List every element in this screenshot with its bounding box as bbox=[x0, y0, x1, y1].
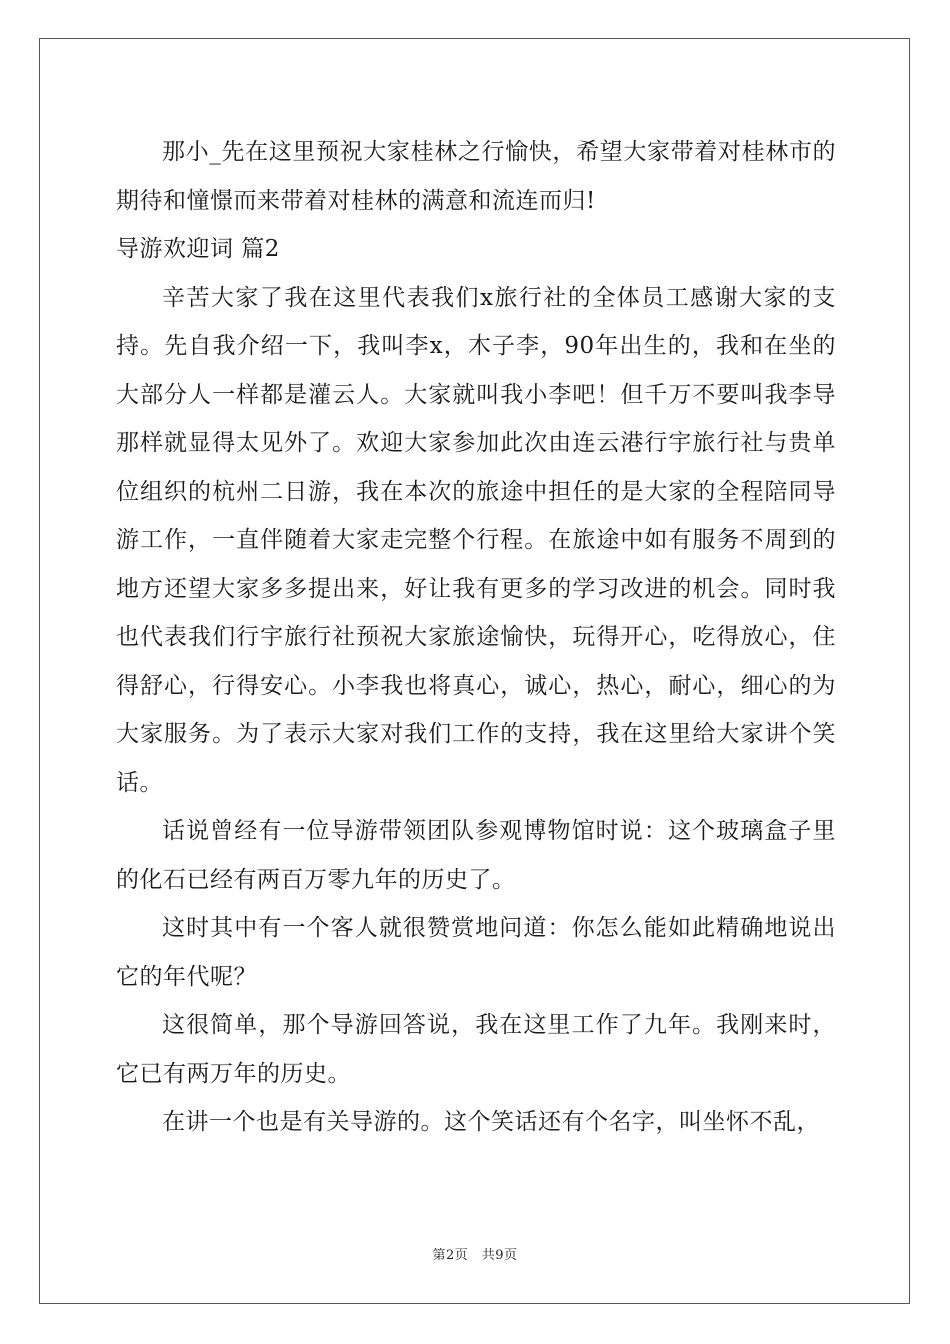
paragraph-5: 这很简单，那个导游回答说，我在这里工作了九年。我刚来时，它已有两万年的历史。 bbox=[116, 1012, 836, 1087]
paragraph-2: 辛苦大家了我在这里代表我们x旅行社的全体员工感谢大家的支持。先自我介绍一下，我叫李x，木子李，90年出生的，我和在坐的大部分人一样都是灌云人。大家就叫我小李吧！但千万不要叫我李导那样就显得太见外了。欢迎大家参加此次由连云港行宇旅行社与贵单位组织的杭州二日游，我在本次的旅途中担任的是大家的全程陪同导游工作，一直伴随着大家走完整个行程。在旅途中如有服务不周到的地方还望大家多多提出来，好让我有更多的学习改进的机会。同时我也代表我们行宇旅行社预祝大家旅途愉快，玩得开心，吃得放心，住得舒心，行得安心。小李我也将真心，诚心，热心，耐心，细心的为大家服务。为了表示大家对我们工作的支持，我在这里给大家讲个笑话。 bbox=[116, 284, 836, 796]
section-heading: 导游欢迎词 篇2 bbox=[116, 236, 280, 262]
paragraph-6: 在讲一个也是有关导游的。这个笑话还有个名字，叫坐怀不乱， bbox=[162, 1109, 820, 1135]
page-number-footer: 第2页 共9页 bbox=[432, 1248, 518, 1263]
paragraph-3: 话说曾经有一位导游带领团队参观博物馆时说：这个玻璃盒子里的化石已经有两百万零九年的历史了。 bbox=[116, 818, 836, 893]
document-body bbox=[116, 128, 836, 1147]
paragraph-1: 那小_先在这里预祝大家桂林之行愉快，希望大家带着对桂林市的期待和憧憬而来带着对桂林的满意和流连而归! bbox=[116, 139, 836, 214]
paragraph-4: 这时其中有一个客人就很赞赏地问道：你怎么能如此精确地说出它的年代呢？ bbox=[116, 915, 836, 990]
